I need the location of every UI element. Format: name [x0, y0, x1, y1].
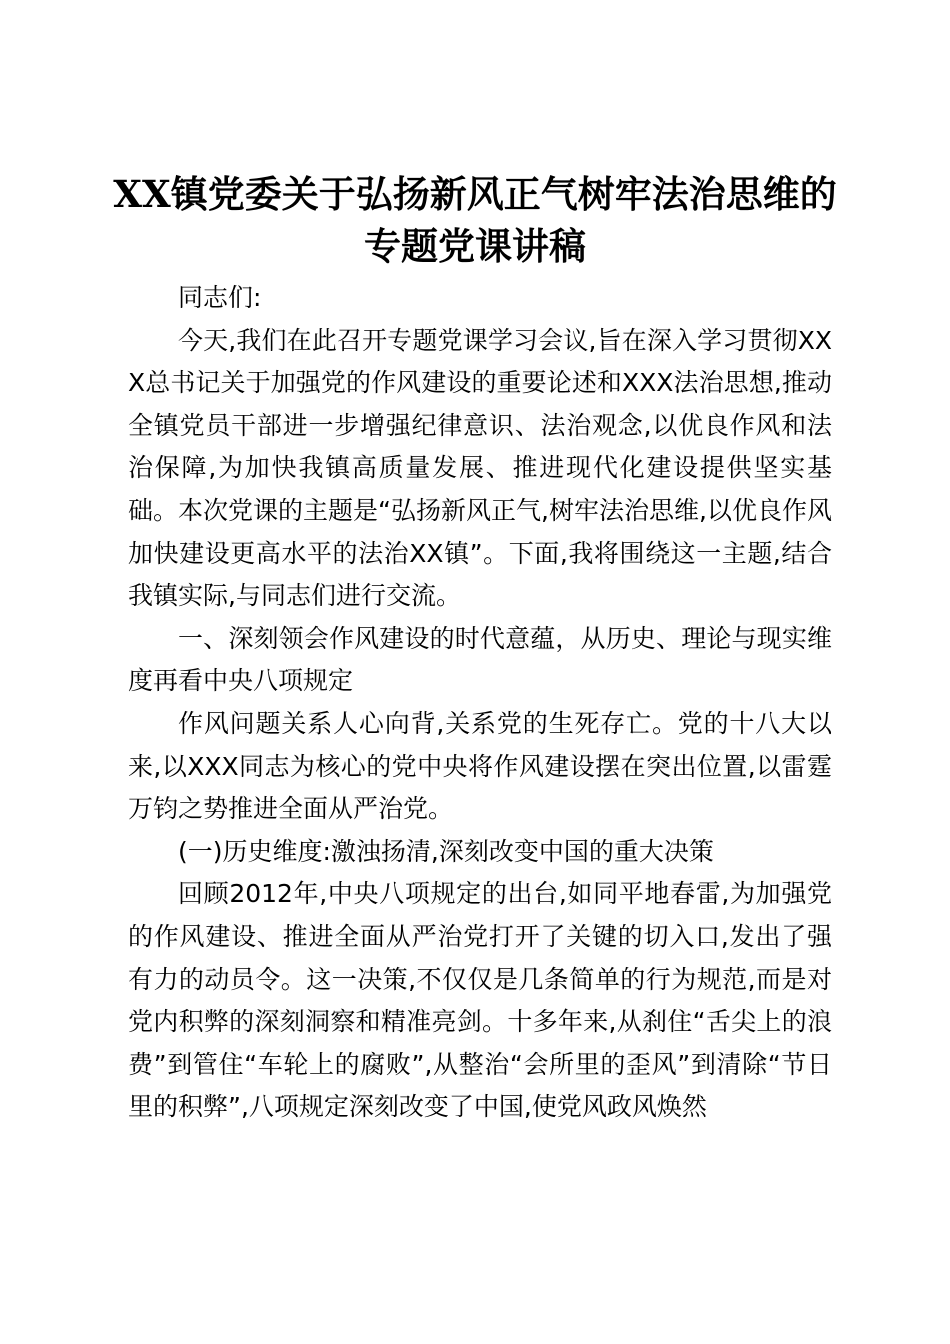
- section-intro-paragraph: 作风问题关系人心向背,关系党的生死存亡。党的十八大以来,以XXX同志为核心的党中央将作风建设摆在突出位置,以雷霆万钧之势推进全面从严治党。: [128, 708, 832, 824]
- history-paragraph: 回顾2012年,中央八项规定的出台,如同平地春雷,为加强党的作风建设、推进全面从严治党打开了关键的切入口,发出了强有力的动员令。这一决策,不仅仅是几条简单的行为规范,而是对党内积弊的深刻洞察和精准亮剑。十多年来,从刹住“舌尖上的浪费”到管住“车轮上的腐败”,从整治“会所里的歪风”到清除“节日里的积弊”,八项规定深刻改变了中国,使党风政风焕然: [128, 879, 832, 1122]
- salutation-paragraph: 同志们:: [178, 283, 262, 312]
- intro-paragraph: 今天,我们在此召开专题党课学习会议,旨在深入学习贯彻XXX总书记关于加强党的作风建设的重要论述和XXX法治思想,推动全镇党员干部进一步增强纪律意识、法治观念,以优良作风和法治保障,为加快我镇高质量发展、推进现代化建设提供坚实基础。本次党课的主题是“弘扬新风正气,树牢法治思维,以优良作风加快建设更高水平的法治XX镇”。下面,我将围绕这一主题,结合我镇实际,与同志们进行交流。: [128, 325, 832, 611]
- document-body: [128, 277, 832, 1129]
- section-heading-1: 一、深刻领会作风建设的时代意蕴，从历史、理论与现实维度再看中央八项规定: [128, 623, 832, 696]
- document-title: XX镇党委关于弘扬新风正气树牢法治思维的专题党课讲稿: [113, 172, 837, 268]
- subsection-heading-1: (一)历史维度:激浊扬清,深刻改变中国的重大决策: [178, 836, 714, 866]
